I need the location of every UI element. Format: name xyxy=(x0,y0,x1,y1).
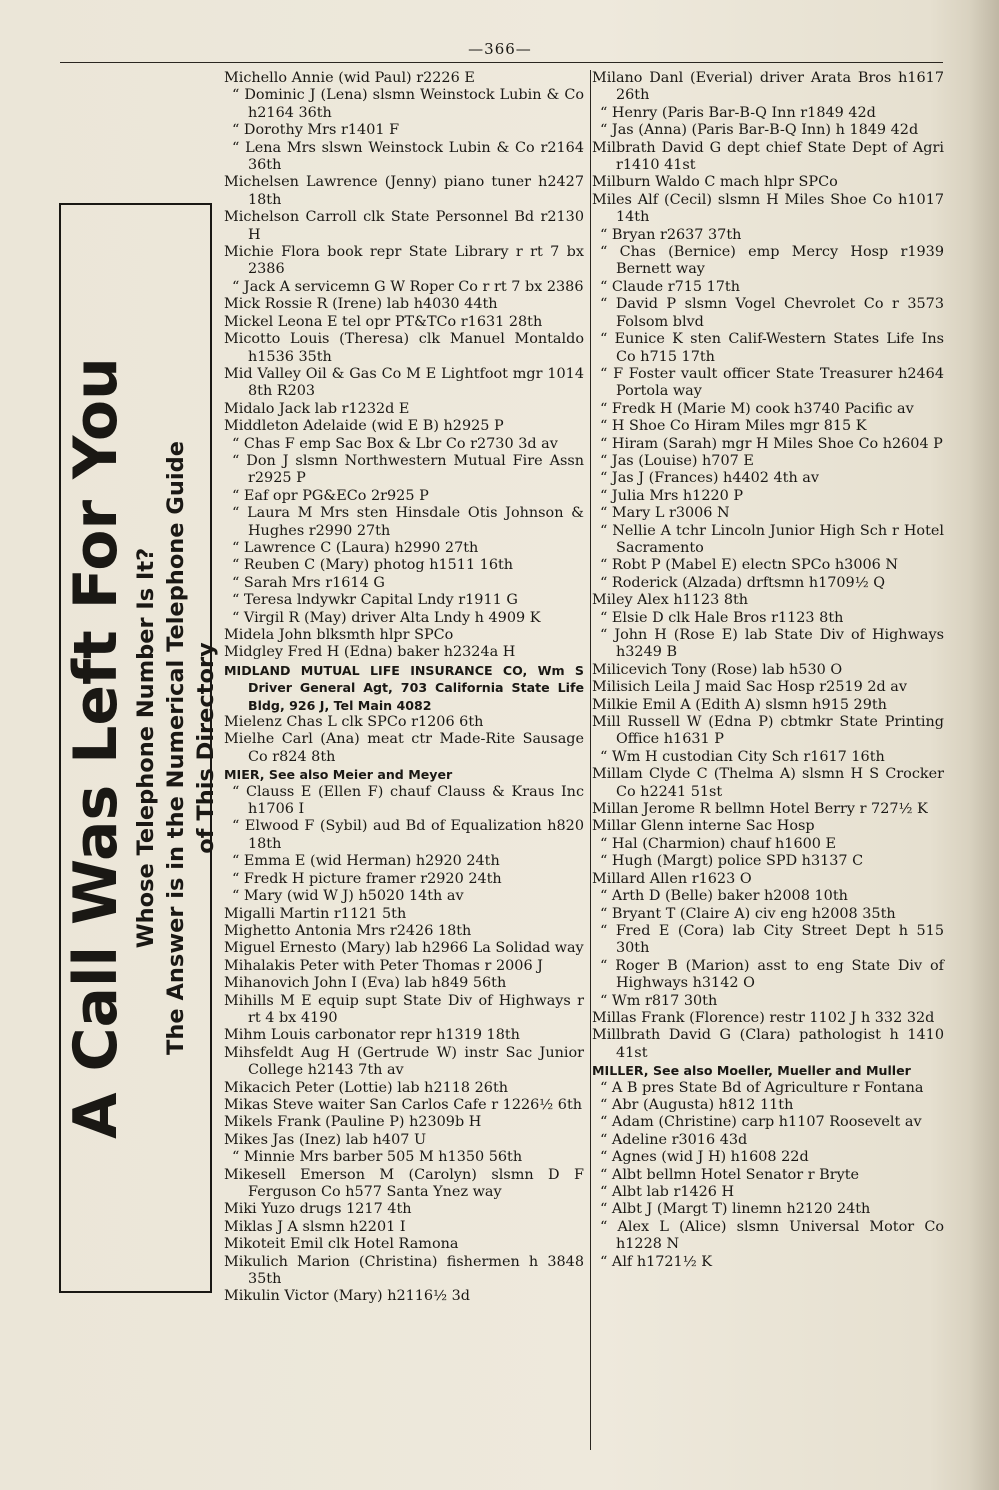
directory-entry: Miguel Ernesto (Mary) lab h2966 La Solidad way xyxy=(224,940,584,957)
directory-entry: Michelson Carroll clk State Personnel Bd r2130 H xyxy=(224,209,584,243)
directory-entry: “ Claude r715 17th xyxy=(600,278,740,295)
directory-entry: Milicevich Tony (Rose) lab h530 O xyxy=(592,661,843,678)
directory-entry: Miles Alf (Cecil) slsmn H Miles Shoe Co h1017 14th xyxy=(592,191,944,226)
directory-entry: Milkie Emil A (Edith A) slsmn h915 29th xyxy=(592,696,887,713)
directory-entry: “ Dominic J (Lena) slsmn Weinstock Lubin & Co h2164 36th xyxy=(232,87,584,121)
directory-entry: “ Minnie Mrs barber 505 M h1350 56th xyxy=(232,1149,523,1166)
page-number: —366— xyxy=(468,40,532,58)
right-column xyxy=(592,70,944,1271)
directory-entry: “ Emma E (wid Herman) h2920 24th xyxy=(232,853,500,870)
directory-entry: “ Lawrence C (Laura) h2990 27th xyxy=(232,539,479,556)
directory-entry: “ Wm H custodian City Sch r1617 16th xyxy=(600,748,885,765)
directory-entry: “ Bryant T (Claire A) civ eng h2008 35th xyxy=(600,905,896,922)
directory-entry: “ Fred E (Cora) lab City Street Dept h 515 30th xyxy=(600,922,944,957)
directory-entry: Mikas Steve waiter San Carlos Cafe r 1226½ 6th xyxy=(224,1096,583,1113)
directory-entry: MIDLAND MUTUAL LIFE INSURANCE CO, Wm S Driver General Agt, 703 California State Life Bldg, 926 J, Tel Main 4082 xyxy=(224,662,584,713)
directory-entry: Mid Valley Oil & Gas Co M E Lightfoot mgr 1014 8th R203 xyxy=(224,365,584,400)
directory-entry: “ Jack A servicemn G W Roper Co r rt 7 bx 2386 xyxy=(232,278,584,295)
directory-entry: Millas Frank (Florence) restr 1102 J h 332 32d xyxy=(592,1009,935,1026)
directory-entry: “ Clauss E (Ellen F) chauf Clauss & Kraus Inc h1706 I xyxy=(232,783,584,818)
directory-entry: “ Alex L (Alice) slsmn Universal Motor Co h1228 N xyxy=(600,1218,944,1253)
directory-entry: Milburn Waldo C mach hlpr SPCo xyxy=(592,174,838,191)
directory-entry: Mihills M E equip supt State Div of Highways r rt 4 bx 4190 xyxy=(224,992,584,1026)
directory-entry: “ Virgil R (May) driver Alta Lndy h 4909 K xyxy=(232,609,541,626)
directory-entry: “ Don J slsmn Northwestern Mutual Fire Assn r2925 P xyxy=(232,452,584,487)
directory-entry: “ Hugh (Margt) police SPD h3137 C xyxy=(600,853,864,870)
directory-entry: “ Nellie A tchr Lincoln Junior High Sch r Hotel Sacramento xyxy=(600,522,944,556)
directory-entry: Millard Allen r1623 O xyxy=(592,870,752,887)
directory-entry: Midgley Fred H (Edna) baker h2324a H xyxy=(224,644,516,661)
directory-entry: “ Albt J (Margt T) linemn h2120 24th xyxy=(600,1201,871,1218)
ad-line-3: of This Directory xyxy=(192,642,219,854)
directory-entry: Mill Russell W (Edna P) cbtmkr State Printing Office h1631 P xyxy=(592,714,944,748)
directory-entry: Milbrath David G dept chief State Dept of Agri r1410 41st xyxy=(592,139,944,174)
directory-entry: “ H Shoe Co Hiram Miles mgr 815 K xyxy=(600,418,867,435)
directory-entry: Midalo Jack lab r1232d E xyxy=(224,400,410,417)
directory-entry: Millan Jerome R bellmn Hotel Berry r 727½ K xyxy=(592,801,928,818)
directory-entry: Micotto Louis (Theresa) clk Manuel Montaldo h1536 35th xyxy=(224,331,584,365)
directory-entry: “ Jas (Anna) (Paris Bar-B-Q Inn) h 1849 42d xyxy=(600,122,919,139)
directory-entry: Mikacich Peter (Lottie) lab h2118 26th xyxy=(224,1079,509,1096)
directory-entry: “ John H (Rose E) lab State Div of Highways h3249 B xyxy=(600,627,944,661)
directory-entry: “ Hiram (Sarah) mgr H Miles Shoe Co h2604 P xyxy=(600,435,943,452)
directory-entry: “ Jas J (Frances) h4402 4th av xyxy=(600,470,820,487)
advertisement-box xyxy=(59,203,219,1293)
directory-entry: Mikulich Marion (Christina) fishermen h 3848 35th xyxy=(224,1253,584,1288)
directory-entry: “ Julia Mrs h1220 P xyxy=(600,487,744,504)
directory-entry: “ Roger B (Marion) asst to eng State Div of Highways h3142 O xyxy=(600,957,944,992)
directory-entry: “ F Foster vault officer State Treasurer h2464 Portola way xyxy=(600,365,944,400)
directory-entry: “ Chas (Bernice) emp Mercy Hosp r1939 Bernett way xyxy=(600,244,944,278)
directory-entry: “ Robt P (Mabel E) electn SPCo h3006 N xyxy=(600,557,898,574)
directory-entry: “ Jas (Louise) h707 E xyxy=(600,452,754,469)
directory-entry: Michello Annie (wid Paul) r2226 E xyxy=(224,70,475,86)
directory-entry: Mielenz Chas L clk SPCo r1206 6th xyxy=(224,714,484,731)
directory-entry: Mihm Louis carbonator repr h1319 18th xyxy=(224,1027,520,1044)
directory-entry: “ Roderick (Alzada) drftsmn h1709½ Q xyxy=(600,574,886,591)
left-column xyxy=(224,70,584,1306)
ad-line-2: The Answer is in the Numerical Telephone Guide xyxy=(162,441,189,1055)
directory-entry: Milano Danl (Everial) driver Arata Bros h1617 26th xyxy=(592,70,944,104)
directory-entry: MIER, See also Meier and Meyer xyxy=(224,767,453,783)
directory-entry: MILLER, See also Moeller, Mueller and Muller xyxy=(592,1063,911,1079)
directory-entry: Michelsen Lawrence (Jenny) piano tuner h2427 18th xyxy=(224,174,584,208)
directory-entry: “ Laura M Mrs sten Hinsdale Otis Johnson & Hughes r2990 27th xyxy=(232,505,584,539)
ad-headline: A Call Was Left For You xyxy=(60,357,131,1139)
directory-entry: “ Henry (Paris Bar-B-Q Inn r1849 42d xyxy=(600,104,876,121)
directory-entry: “ Mary L r3006 N xyxy=(600,505,730,522)
column-divider xyxy=(590,70,591,1450)
directory-entry: Milisich Leila J maid Sac Hosp r2519 2d av xyxy=(592,679,908,696)
directory-entry: Millbrath David G (Clara) pathologist h 1410 41st xyxy=(592,1027,944,1061)
directory-entry: “ Chas F emp Sac Box & Lbr Co r2730 3d av xyxy=(232,435,558,452)
header-rule xyxy=(60,62,943,63)
directory-entry: “ Teresa lndywkr Capital Lndy r1911 G xyxy=(232,592,518,609)
directory-entry: “ Hal (Charmion) chauf h1600 E xyxy=(600,835,837,852)
directory-entry: Mikulin Victor (Mary) h2116½ 3d xyxy=(224,1288,470,1305)
directory-entry: Miki Yuzo drugs 1217 4th xyxy=(224,1201,412,1218)
directory-entry: Millam Clyde C (Thelma A) slsmn H S Crocker Co h2241 51st xyxy=(592,766,944,800)
directory-entry: “ David P slsmn Vogel Chevrolet Co r 3573 Folsom blvd xyxy=(600,296,944,330)
directory-entry: Millar Glenn interne Sac Hosp xyxy=(592,818,815,835)
directory-entry: Mielhe Carl (Ana) meat ctr Made-Rite Sausage Co r824 8th xyxy=(224,731,584,765)
directory-entry: “ Lena Mrs slswn Weinstock Lubin & Co r2164 36th xyxy=(232,139,584,174)
directory-entry: “ Agnes (wid J H) h1608 22d xyxy=(600,1149,809,1166)
directory-entry: Miklas J A slsmn h2201 I xyxy=(224,1218,406,1235)
directory-entry: “ Bryan r2637 37th xyxy=(600,226,742,243)
ad-line-1: Whose Telephone Number Is It? xyxy=(132,547,159,949)
directory-entry: Mihalakis Peter with Peter Thomas r 2006 J xyxy=(224,957,543,974)
directory-entry: “ Adeline r3016 43d xyxy=(600,1131,748,1148)
directory-entry: “ Alf h1721½ K xyxy=(600,1253,712,1270)
directory-entry: Miley Alex h1123 8th xyxy=(592,592,749,609)
directory-entry: “ A B pres State Bd of Agriculture r Fontana xyxy=(600,1079,924,1096)
directory-entry: Mihanovich John I (Eva) lab h849 56th xyxy=(224,975,507,992)
directory-entry: Mikels Frank (Pauline P) h2309b H xyxy=(224,1114,482,1131)
directory-entry: Mikoteit Emil clk Hotel Ramona xyxy=(224,1236,459,1253)
directory-entry: “ Eaf opr PG&ECo 2r925 P xyxy=(232,487,429,504)
directory-entry: Mighetto Antonia Mrs r2426 18th xyxy=(224,922,472,939)
directory-entry: Mikesell Emerson M (Carolyn) slsmn D F Ferguson Co h577 Santa Ynez way xyxy=(224,1166,584,1200)
directory-entry: “ Albt lab r1426 H xyxy=(600,1184,735,1200)
directory-entry: “ Arth D (Belle) baker h2008 10th xyxy=(600,888,848,905)
directory-entry: “ Elwood F (Sybil) aud Bd of Equalization h820 18th xyxy=(232,818,584,852)
directory-entry: “ Dorothy Mrs r1401 F xyxy=(232,122,400,139)
directory-entry: “ Sarah Mrs r1614 G xyxy=(232,574,385,591)
directory-entry: Mihsfeldt Aug H (Gertrude W) instr Sac Junior College h2143 7th av xyxy=(224,1044,584,1079)
directory-entry: “ Albt bellmn Hotel Senator r Bryte xyxy=(600,1166,860,1183)
directory-entry: “ Reuben C (Mary) photog h1511 16th xyxy=(232,557,514,574)
directory-entry: Mikes Jas (Inez) lab h407 U xyxy=(224,1131,427,1148)
directory-entry: “ Fredk H (Marie M) cook h3740 Pacific av xyxy=(600,400,914,417)
directory-entry: “ Adam (Christine) carp h1107 Roosevelt av xyxy=(600,1114,922,1131)
directory-entry: “ Wm r817 30th xyxy=(600,992,718,1009)
directory-entry: Mickel Leona E tel opr PT&TCo r1631 28th xyxy=(224,313,543,330)
directory-entry: Midela John blksmth hlpr SPCo xyxy=(224,627,454,643)
advertisement-text xyxy=(60,223,219,1273)
directory-entry: “ Elsie D clk Hale Bros r1123 8th xyxy=(600,609,844,626)
directory-entry: Middleton Adelaide (wid E B) h2925 P xyxy=(224,418,504,435)
directory-entry: “ Fredk H picture framer r2920 24th xyxy=(232,870,502,887)
directory-entry: Mick Rossie R (Irene) lab h4030 44th xyxy=(224,296,498,313)
directory-entry: “ Mary (wid W J) h5020 14th av xyxy=(232,888,464,905)
directory-entry: Michie Flora book repr State Library r rt 7 bx 2386 xyxy=(224,244,584,278)
directory-entry: Migalli Martin r1121 5th xyxy=(224,905,407,922)
directory-entry: “ Abr (Augusta) h812 11th xyxy=(600,1096,794,1113)
directory-entry: “ Eunice K sten Calif-Western States Life Ins Co h715 17th xyxy=(600,331,944,365)
